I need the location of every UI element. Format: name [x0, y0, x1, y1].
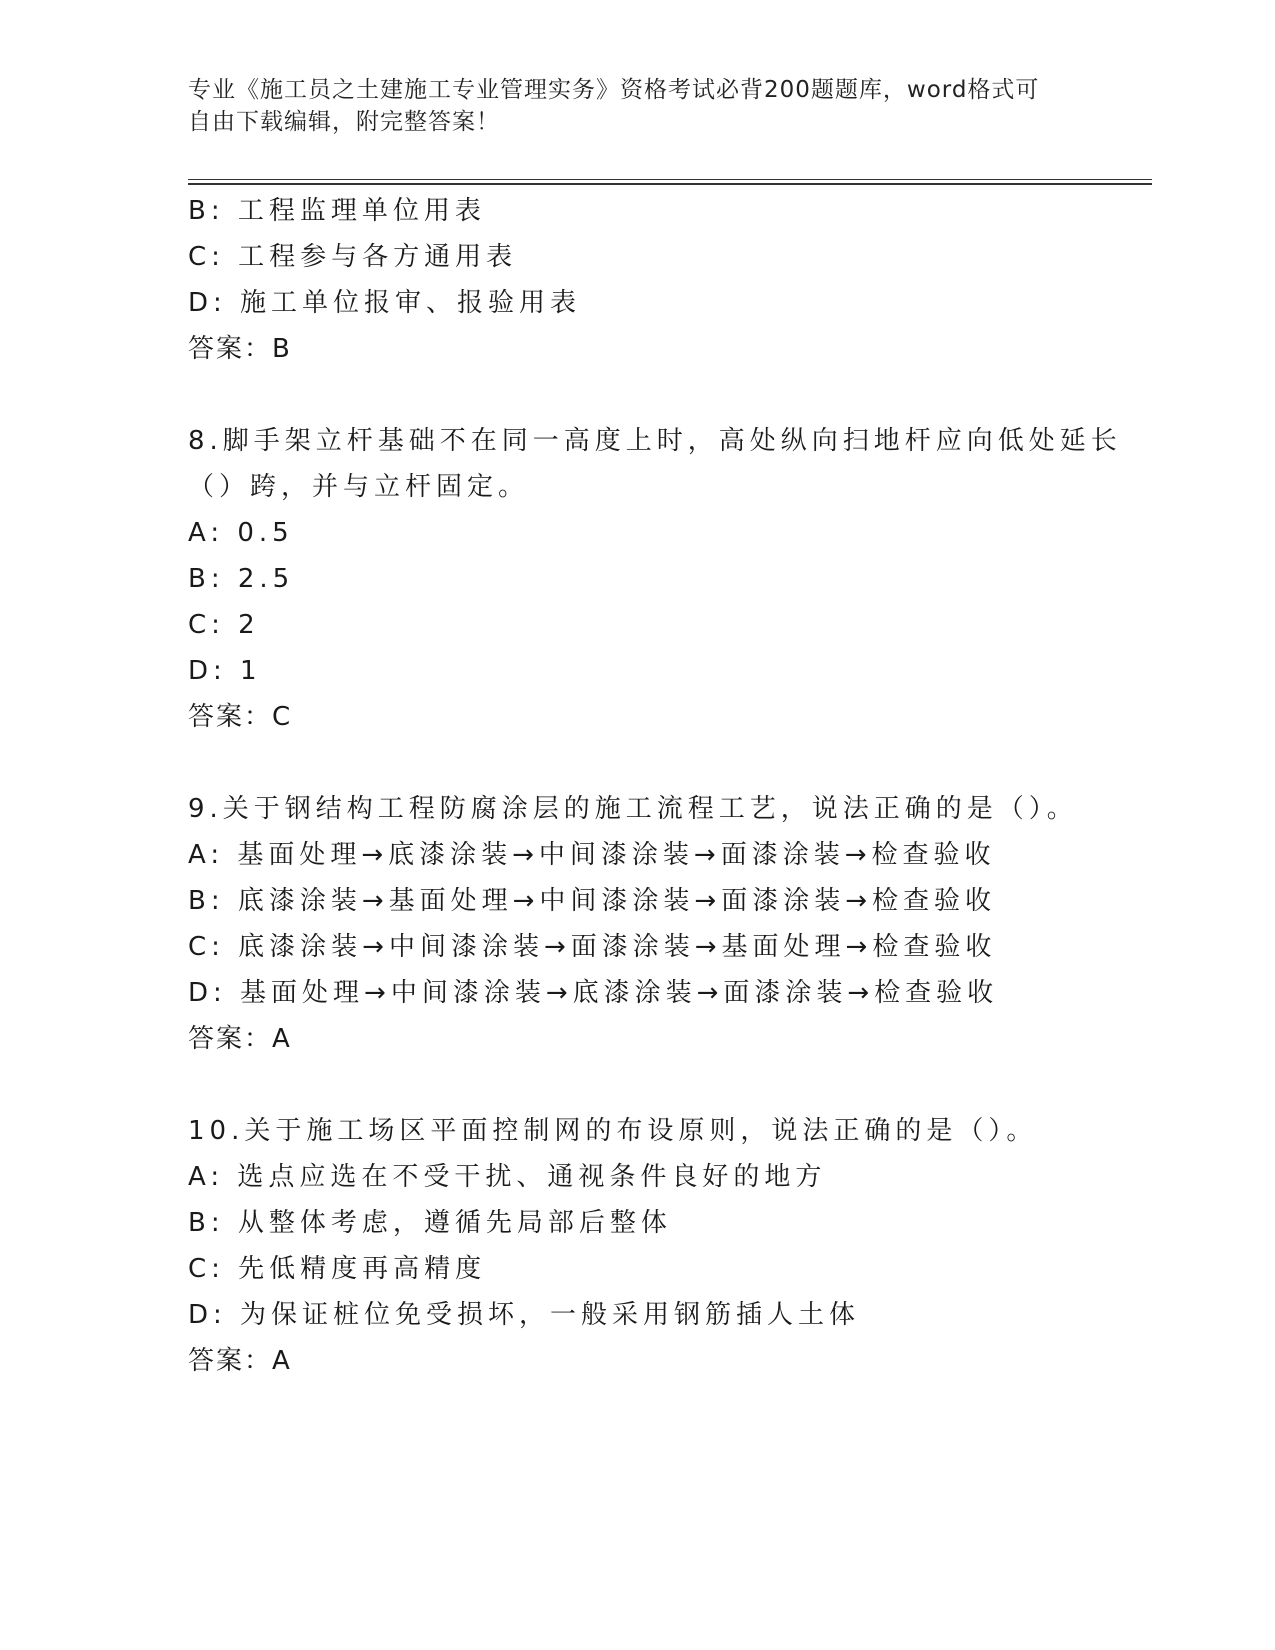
question-8	[188, 418, 1122, 740]
document-header	[188, 74, 1088, 138]
question-9	[188, 786, 1088, 1062]
question-stem: 10.关于施工场区平面控制网的布设原则，说法正确的是（）。	[188, 1116, 1038, 1146]
option-a: A: 0.5	[188, 518, 294, 548]
header-title-line2: 自由下载编辑，附完整答案！	[188, 109, 500, 135]
option-a: A: 选点应选在不受干扰、通视条件良好的地方	[188, 1162, 827, 1192]
question-list	[188, 188, 1122, 1384]
spacer	[188, 372, 1088, 418]
question-stem-line2: （）跨，并与立杆固定。	[188, 472, 530, 502]
option-c: C: 2	[188, 610, 260, 640]
header-title-line1: 专业《施工员之土建施工专业管理实务》资格考试必背200题题库，word格式可	[188, 77, 1040, 103]
spacer	[188, 1062, 1088, 1108]
answer-line: 答案：C	[188, 702, 293, 732]
question-10	[188, 1108, 1088, 1384]
option-d: D: 施工单位报审、报验用表	[188, 288, 582, 318]
option-a: A: 基面处理→底漆涂装→中间漆涂装→面漆涂装→检查验收	[188, 840, 996, 870]
option-d: D: 1	[188, 656, 262, 686]
header-divider-thick	[188, 183, 1152, 185]
option-c: C: 底漆涂装→中间漆涂装→面漆涂装→基面处理→检查验收	[188, 932, 997, 962]
option-c: C: 先低精度再高精度	[188, 1254, 487, 1284]
option-b: B: 底漆涂装→基面处理→中间漆涂装→面漆涂装→检查验收	[188, 886, 997, 916]
option-d: D: 基面处理→中间漆涂装→底漆涂装→面漆涂装→检查验收	[188, 978, 999, 1008]
header-divider-thin	[188, 179, 1152, 180]
answer-line: 答案：A	[188, 1346, 292, 1376]
answer-line: 答案：A	[188, 1024, 292, 1054]
spacer	[188, 740, 1088, 786]
question-stem: 9.关于钢结构工程防腐涂层的施工流程工艺，说法正确的是（）。	[188, 794, 1078, 824]
option-d: D: 为保证桩位免受损坏，一般采用钢筋插人土体	[188, 1300, 861, 1330]
option-b: B: 工程监理单位用表	[188, 196, 486, 226]
option-b: B: 2.5	[188, 564, 295, 594]
option-b: B: 从整体考虑，遵循先局部后整体	[188, 1208, 672, 1238]
option-c: C: 工程参与各方通用表	[188, 242, 518, 272]
answer-line: 答案：B	[188, 334, 292, 364]
question-7-tail	[188, 188, 1088, 372]
question-stem-line1: 8.脚手架立杆基础不在同一高度上时，高处纵向扫地杆应向低处延长	[188, 426, 1122, 456]
